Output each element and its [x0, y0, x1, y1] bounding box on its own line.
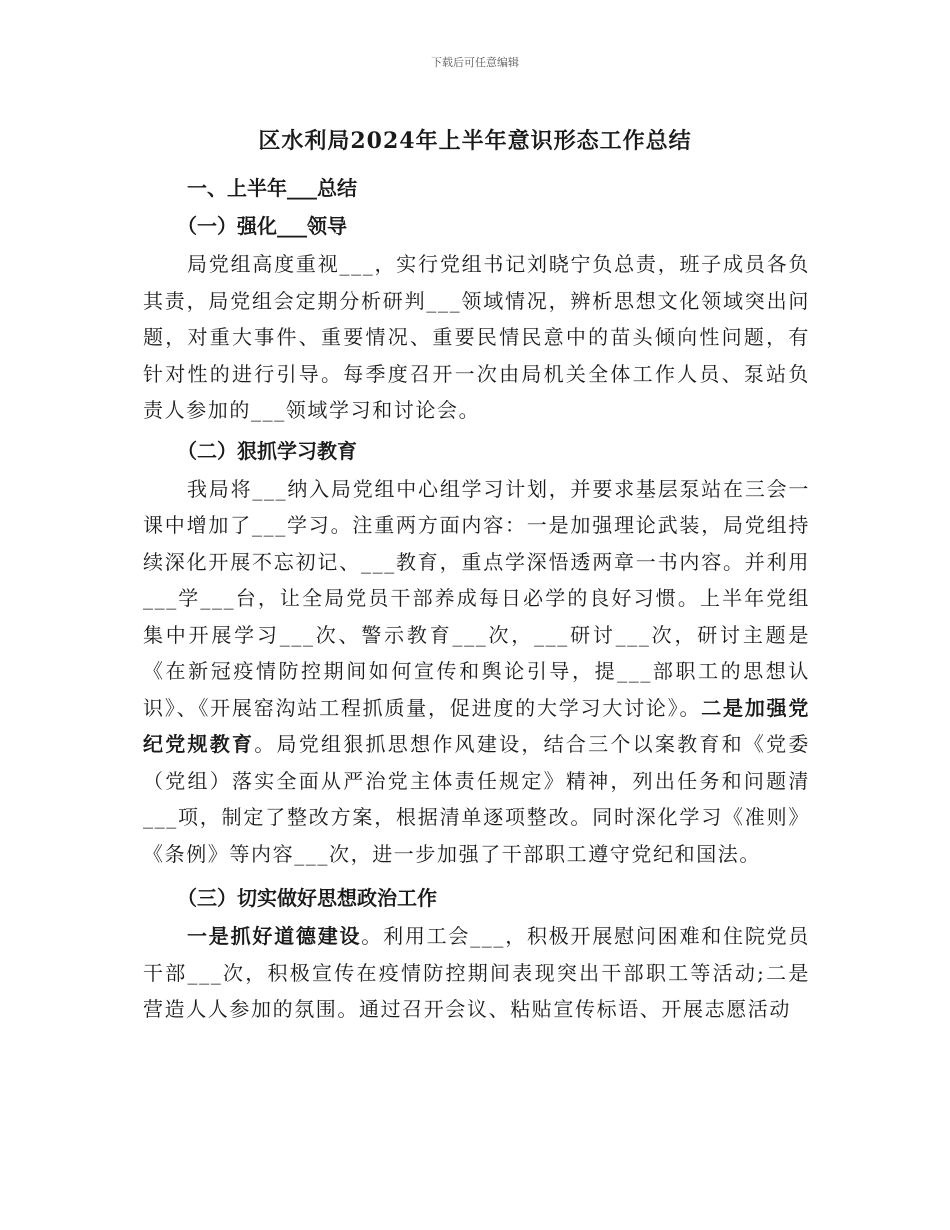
- paragraph-1: 局党组高度重视___，实行党组书记刘晓宁负总责，班子成员各负其责，局党组会定期分析研判___领域情况，辨析思想文化领域突出问题，对重大事件、重要情况、重要民情民意中的苗头倾向性问题，有针对性的进行引导。每季度召开一次由局机关全体工作人员、泵站负责人参加的___领域学习和讨论会。: [143, 252, 810, 422]
- subsection-heading-2: （二）狠抓学习教育: [177, 438, 357, 463]
- subsection-heading-1: （一）强化___领导: [177, 214, 347, 238]
- paragraph-3-bold-lead: 一是抓好道德建设: [187, 924, 362, 948]
- paragraph-2-text: 我局将___纳入局党组中心组学习计划，并要求基层泵站在三会一课中增加了___学习。注重两方面内容：一是加强理论武装，局党组持续深化开展不忘初记、___教育，重点学深悟透两章一书内容。并利用___学___台，让全局党员干部养成每日必学的良好习惯。上半年党组集中开展学习___次、警示教育___次，___研讨___次，研讨主题是《在新冠疫情防控期间如何宣传和舆论引导，提___部职工的思想认识》、《开展窑沟站工程抓质量，促进度的大学习大讨论》。: [143, 476, 810, 720]
- subsection-heading-3: （三）切实做好思想政治工作: [177, 886, 437, 910]
- section-heading-1: 一、上半年___总结: [187, 176, 357, 200]
- paragraph-2-bold-lead: 二是加强党纪党规教育: [143, 695, 810, 756]
- paragraph-2-tail: 。局党组狠抓思想作风建设，结合三个以案教育和《党委（党组）落实全面从严治党主体责任规定》精神，列出任务和问题清___项，制定了整改方案，根据清单逐项整改。同时深化学习《准则》《条例》等内容___次，进一步加强了干部职工遵守党纪和国法。: [143, 732, 811, 866]
- document-body: [143, 170, 810, 1028]
- paragraph-2: [143, 471, 810, 873]
- header-note: 下载后可任意编辑: [431, 56, 519, 69]
- paragraph-3: [143, 918, 810, 1028]
- paragraph-3-tail: 。利用工会___，积极开展慰问困难和住院党员干部___次，积极宣传在疫情防控期间表现突出干部职工等活动;二是营造人人参加的氛围。通过召开会议、粘贴宣传标语、开展志愿活动: [143, 924, 810, 1021]
- document-title: 区水利局2024年上半年意识形态工作总结: [258, 128, 692, 154]
